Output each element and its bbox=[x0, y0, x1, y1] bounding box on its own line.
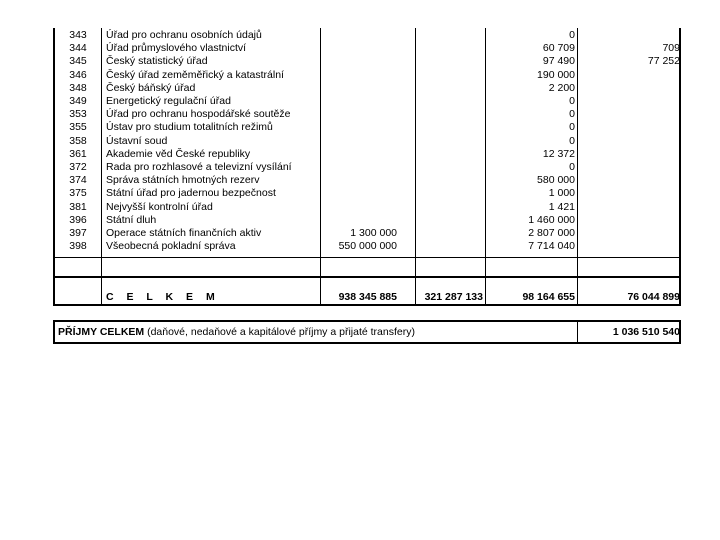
summary-label-bold: PŘÍJMY CELKEM bbox=[58, 326, 145, 338]
row-value: 190 000 bbox=[537, 68, 575, 81]
table-row bbox=[55, 214, 679, 227]
row-code: 353 bbox=[69, 108, 87, 121]
row-name: Státní dluh bbox=[106, 213, 157, 226]
row-code: 358 bbox=[69, 134, 87, 147]
row-value: 7 714 040 bbox=[528, 240, 575, 253]
row-code: 344 bbox=[69, 42, 87, 55]
row-name: Energetický regulační úřad bbox=[106, 95, 231, 107]
table-row bbox=[55, 161, 679, 174]
table-row bbox=[55, 174, 679, 187]
table-row bbox=[55, 201, 679, 214]
row-name: Český statistický úřad bbox=[106, 55, 208, 68]
row-value: 77 252 bbox=[647, 55, 680, 68]
row-name: Nejvyšší kontrolní úřad bbox=[106, 200, 213, 213]
row-name: Rada pro rozhlasové a televizní vysílání bbox=[106, 161, 292, 173]
row-value: 60 709 bbox=[542, 42, 575, 55]
row-name: Úřad pro ochranu osobních údajů bbox=[106, 29, 262, 41]
table-row bbox=[55, 108, 679, 121]
row-name: Úřad průmyslového vlastnictví bbox=[106, 42, 247, 55]
table-row bbox=[55, 121, 679, 134]
row-value: 0 bbox=[569, 108, 575, 121]
row-code: 398 bbox=[69, 240, 87, 253]
row-value: 1 421 bbox=[548, 200, 575, 213]
revenue-table bbox=[53, 28, 681, 306]
row-code: 349 bbox=[69, 95, 87, 107]
row-value: 97 490 bbox=[542, 55, 575, 68]
row-value: 0 bbox=[569, 134, 575, 147]
row-name: Český báňský úřad bbox=[106, 81, 196, 94]
row-value: 2 807 000 bbox=[528, 227, 575, 239]
row-value: 709 bbox=[662, 42, 680, 55]
row-code: 374 bbox=[69, 174, 87, 187]
row-name: Ústav pro studium totalitních režimů bbox=[106, 121, 273, 134]
row-separator bbox=[55, 257, 679, 258]
row-code: 345 bbox=[69, 55, 87, 68]
table-row bbox=[55, 42, 679, 55]
row-name: Ústavní soud bbox=[106, 134, 168, 147]
row-value: 0 bbox=[569, 29, 575, 41]
table-row bbox=[55, 69, 679, 82]
column-divider bbox=[577, 322, 578, 342]
row-name: Správa státních hmotných rezerv bbox=[106, 174, 260, 187]
table-row bbox=[55, 135, 679, 148]
summary-value: 1 036 510 540 bbox=[612, 326, 680, 338]
total-cell: 98 164 655 bbox=[522, 291, 575, 303]
row-code: 355 bbox=[69, 121, 87, 134]
table-row bbox=[55, 148, 679, 161]
row-code: 346 bbox=[69, 68, 87, 81]
row-value: 0 bbox=[569, 121, 575, 134]
row-code: 361 bbox=[69, 147, 87, 160]
row-value: 12 372 bbox=[542, 147, 575, 160]
row-name: Všeobecná pokladní správa bbox=[106, 240, 236, 253]
row-code: 343 bbox=[69, 29, 87, 41]
row-value: 1 460 000 bbox=[528, 213, 575, 226]
total-cell: 76 044 899 bbox=[627, 291, 680, 303]
row-name: Český úřad zeměměřický a katastrální bbox=[106, 68, 284, 81]
row-code: 375 bbox=[69, 187, 87, 200]
row-code: 372 bbox=[69, 161, 87, 173]
row-value: 0 bbox=[569, 95, 575, 107]
row-value: 2 200 bbox=[548, 81, 575, 94]
total-cell: 321 287 133 bbox=[424, 291, 483, 303]
row-value: 0 bbox=[569, 161, 575, 173]
row-code: 396 bbox=[69, 213, 87, 226]
row-name: Operace státních finančních aktiv bbox=[106, 227, 262, 239]
table-row bbox=[55, 187, 679, 200]
revenue-summary-box bbox=[53, 320, 681, 344]
row-value: 580 000 bbox=[537, 174, 575, 187]
row-name: Úřad pro ochranu hospodářské soutěže bbox=[106, 108, 291, 121]
summary-label-rest: (daňové, nedaňové a kapitálové příjmy a přijaté transfery) bbox=[144, 326, 415, 338]
row-value: 550 000 000 bbox=[338, 240, 397, 253]
row-name: Akademie věd České republiky bbox=[106, 147, 251, 160]
table-row bbox=[55, 55, 679, 68]
table-row bbox=[55, 29, 679, 42]
table-row bbox=[55, 95, 679, 108]
total-label: C E L K E M bbox=[106, 291, 220, 303]
table-row bbox=[55, 240, 679, 253]
total-row bbox=[55, 290, 679, 304]
table-row bbox=[55, 227, 679, 240]
total-cell: 938 345 885 bbox=[338, 291, 397, 303]
row-code: 397 bbox=[69, 227, 87, 239]
total-separator bbox=[55, 276, 679, 278]
row-code: 348 bbox=[69, 81, 87, 94]
summary-label bbox=[58, 322, 415, 342]
row-name: Státní úřad pro jadernou bezpečnost bbox=[106, 187, 276, 200]
row-value: 1 300 000 bbox=[350, 227, 397, 239]
row-value: 1 000 bbox=[548, 187, 575, 200]
row-code: 381 bbox=[69, 200, 87, 213]
table-row bbox=[55, 82, 679, 95]
